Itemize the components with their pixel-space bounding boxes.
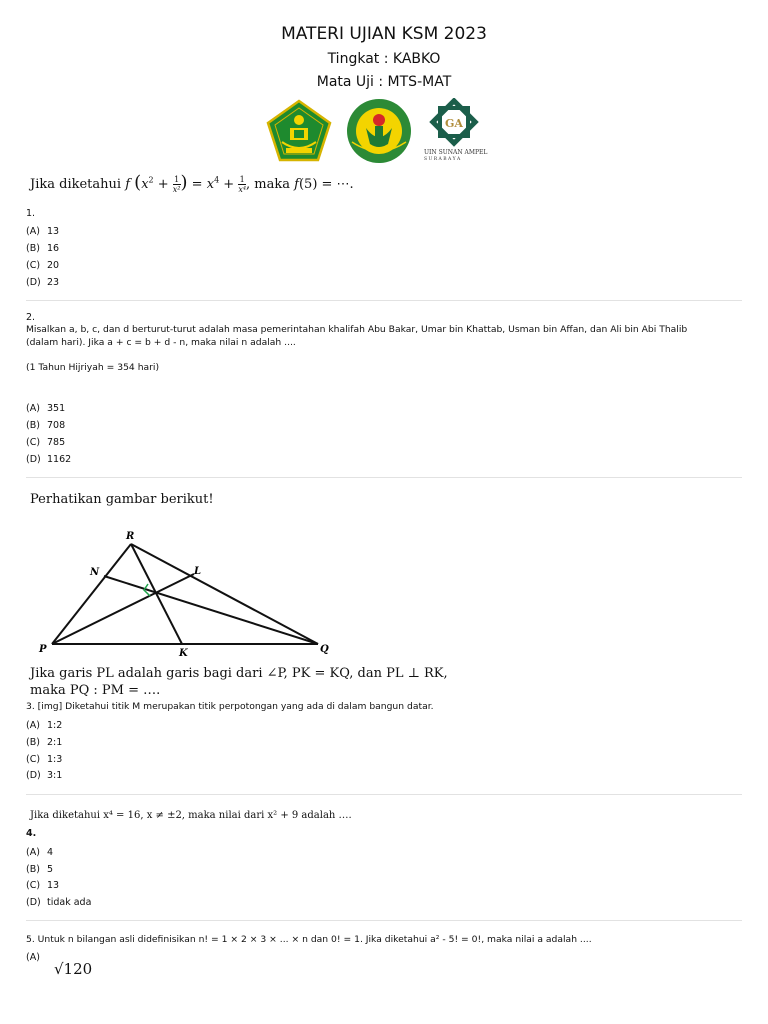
q3-option-c[interactable]: (C) 1:3 xyxy=(26,754,63,765)
label-n: N xyxy=(90,567,100,578)
triangle-figure xyxy=(34,528,334,658)
q4-option-d[interactable]: (D) tidak ada xyxy=(26,897,92,908)
q3-option-d[interactable]: (D) 3:1 xyxy=(26,770,63,781)
uin-logo-icon xyxy=(426,98,496,148)
svg-text:GA: GA xyxy=(445,117,463,130)
label-r: R xyxy=(126,531,135,542)
divider xyxy=(26,477,742,478)
q1-stem: Jika diketahui f ($x^2$ + $\frac{1}{\text{x²}}$ ) = $x^4$ + $\frac{1}{\text{x⁴}}$ , maka f(5) = ⋯. xyxy=(30,172,354,194)
logo-row xyxy=(264,98,504,164)
q1-option-b[interactable]: (B) 16 xyxy=(26,243,60,254)
q2-option-c[interactable]: (C) 785 xyxy=(26,437,66,448)
q2-option-d[interactable]: (D) 1162 xyxy=(26,454,72,465)
q5-text: 5. Untuk n bilangan asli didefinisikan n! = 1 × 2 × 3 × ... × n dan 0! = 1. Jika diketahui a² - 5! = 0!, maka nilai a adalah .... xyxy=(26,934,592,945)
q2-option-a[interactable]: (A) 351 xyxy=(26,403,66,414)
q5-option-a-value: √120 xyxy=(54,960,93,978)
divider xyxy=(26,794,742,795)
q4-option-b[interactable]: (B) 5 xyxy=(26,864,54,875)
kemenag-logo-icon xyxy=(264,98,334,164)
divider xyxy=(26,300,742,301)
ksm-logo-icon xyxy=(344,98,414,164)
q1-option-a[interactable]: (A) 13 xyxy=(26,226,60,237)
q4-option-c[interactable]: (C) 13 xyxy=(26,880,60,891)
label-k: K xyxy=(179,648,188,658)
q3-condition-line1: Jika garis PL adalah garis bagi dari ∠P, PK = KQ, dan PL ⊥ RK, xyxy=(30,666,448,681)
q2-text-line1: Misalkan a, b, c, dan d berturut-turut adalah masa pemerintahan khalifah Abu Bakar, Umar bin Khattab, Usman bin Affan, dan Ali bin Abi Thalib xyxy=(26,324,688,335)
label-l: L xyxy=(194,566,202,577)
q1-option-c[interactable]: (C) 20 xyxy=(26,260,60,271)
q4-number: 4. xyxy=(26,828,37,839)
q4-option-a[interactable]: (A) 4 xyxy=(26,847,54,858)
page-title: MATERI UJIAN KSM 2023 xyxy=(281,24,487,44)
q3-condition-line2: maka PQ : PM = …. xyxy=(30,683,161,698)
q5-option-a-label[interactable]: (A) xyxy=(26,952,40,963)
label-q: Q xyxy=(320,644,329,655)
q2-text-line2: (dalam hari). Jika a + c = b + d - n, maka nilai n adalah .... xyxy=(26,337,296,348)
q4-stem: Jika diketahui x⁴ = 16, x ≠ ±2, maka nilai dari x² + 9 adalah …. xyxy=(30,810,352,821)
divider xyxy=(26,920,742,921)
q2-option-b[interactable]: (B) 708 xyxy=(26,420,66,431)
q1-option-d[interactable]: (D) 23 xyxy=(26,277,60,288)
q1-number: 1. xyxy=(26,208,36,219)
q3-option-b[interactable]: (B) 2:1 xyxy=(26,737,63,748)
label-p: P xyxy=(39,644,47,655)
q3-option-a[interactable]: (A) 1:2 xyxy=(26,720,63,731)
q2-note: (1 Tahun Hijriyah = 354 hari) xyxy=(26,362,160,373)
q3-text: 3. [img] Diketahui titik M merupakan titik perpotongan yang ada di dalam bangun datar. xyxy=(26,701,434,712)
q2-number: 2. xyxy=(26,312,36,323)
q3-intro: Perhatikan gambar berikut! xyxy=(30,492,214,507)
subject-text: Mata Uji : MTS-MAT xyxy=(316,74,452,90)
uin-logo-text: UIN SUNAN AMPEL S U R A B A Y A xyxy=(424,149,488,162)
level-text: Tingkat : KABKO xyxy=(327,51,441,67)
